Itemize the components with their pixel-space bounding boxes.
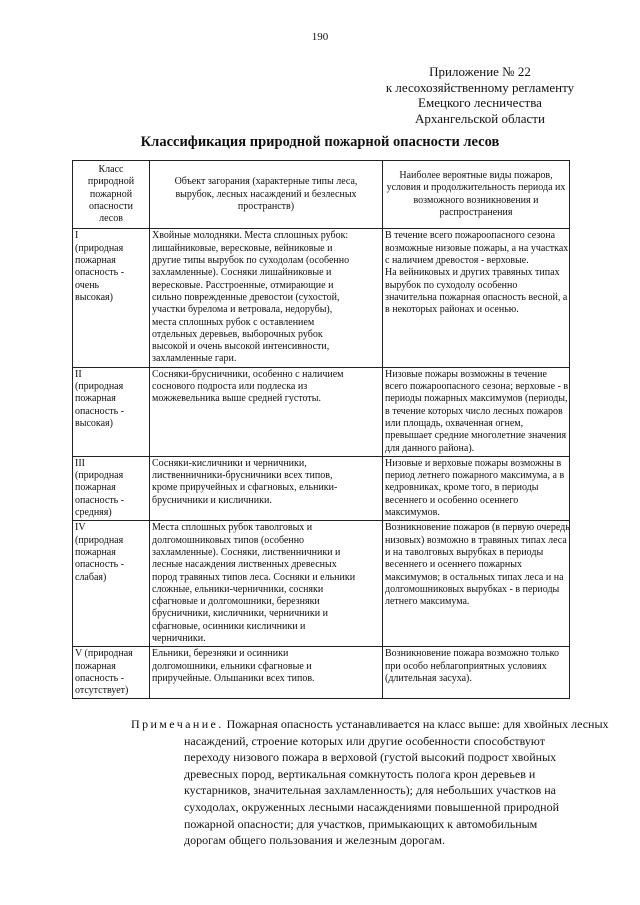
text-line: древесных пород, вертикальная сомкнутость полога крон деревьев и [184,766,536,781]
text-line: приручейные. Ольшаники всех типов. [152,672,315,684]
page-number: 190 [311,31,329,43]
text-line: в течение которых число лесных пожаров [385,405,563,417]
text-line: На вейниковых и других травяных типах [385,267,560,279]
class-cell [73,367,150,456]
text-line: сильно поврежденные древостои (сухостой, [152,291,340,303]
text-line: всего пожароопасного сезона; верховые - в [385,381,569,393]
text-line: IV [75,522,86,534]
text-line: опасность - [75,494,125,506]
text-line: брусничники и кисличники. [152,494,272,506]
text-line: Места сплошных рубок таволговых и [152,522,313,534]
table-row [73,229,570,367]
text-line: захламленные гари. [152,353,237,365]
text-line: возможного возникновения и [413,194,539,206]
footnote [131,716,609,849]
text-line: значительна пожарная опасность весной, а [385,291,568,303]
class-cell [73,521,150,647]
text-line: Класс [98,164,124,175]
text-line: с наличием древостоя - верховые. [385,255,529,267]
text-line: соснового подроста или подлеска из [152,381,308,393]
class-cell [73,647,150,699]
appendix-line: Архангельской области [415,110,545,126]
note-body [131,733,569,849]
text-line: опасность - [75,672,125,684]
text-line: опасность - [75,267,125,279]
text-line: сфагновые, осинники кисличники и [152,620,306,632]
text-line: периоды пожарных максимумов (периоды, [385,393,568,405]
text-line: при особо неблагоприятных условиях [385,660,547,672]
text-line: сложные, ельники-черничники, сосняки [152,583,324,595]
text-line: пожарной опасности; для участков, примыкающих к автомобильным [184,816,538,831]
text-line: участки бурелома и ветровала, недорубы), [152,304,333,316]
object-cell [150,367,383,456]
text-line: Наиболее вероятные виды пожаров, [399,170,553,182]
text-line: природной [87,176,135,188]
text-line: весеннего и осеннего пожарных [385,559,522,571]
text-line: высокая) [75,417,113,429]
text-line: весеннего и особенно осеннего [385,494,519,506]
text-line: пожарная [75,546,116,558]
text-line: кедровниках, кроме того, в периоды [385,482,539,494]
text-line: переходу низового пожара в верховой (густой высокий подрост хвойных [184,750,557,765]
fires-cell [383,521,570,647]
text-line: кроме приручейных и сфагновых, ельники- [152,482,338,494]
appendix-line: Емецкого лесничества [418,95,542,110]
text-line: лиственничники-брусничники всех типов, [152,470,333,482]
object-cell [150,647,383,699]
table-row [73,521,570,647]
appendix-line: к лесохозяйственному регламенту [385,79,575,95]
text-line: лесные насаждения лиственных древесных [152,559,337,571]
table-row [73,456,570,520]
fires-cell [383,456,570,520]
document-title: Классификация природной пожарной опасности лесов [140,134,500,150]
text-line: пожарная [75,393,116,405]
text-line: долгомошники, ельники сфагновые и [152,660,312,672]
text-line: опасность - [75,405,125,417]
text-line: в некоторых районах и осенью. [385,304,519,316]
object-cell [150,456,383,520]
text-line: летнего максимума. [385,596,470,608]
text-line: долгомошниковых вырубках - в периоды [385,583,560,595]
text-line: насаждений, строение которых или другие особенности способствуют [184,733,545,748]
text-line: пространств) [237,200,295,212]
text-line: и на таволговых вырубках в периоды [385,546,544,558]
text-line: максимумов. [385,507,440,519]
text-line: В течение всего пожароопасного сезона [385,230,556,242]
header-object [150,161,383,229]
text-line: V (природная [75,648,133,660]
text-line: высокая) [75,291,113,303]
text-line: средняя) [75,507,112,519]
text-line: низовых) возможно в травяных типах леса [385,534,567,546]
text-line: пожарная [75,482,116,494]
text-line: (природная [75,470,124,482]
fire-danger-table [72,160,570,699]
text-line: пород травяных типов леса. Сосняки и ельники [152,571,356,583]
text-line: Возникновение пожаров (в первую очередь [385,522,570,534]
table-row [73,367,570,456]
text-line: III [75,457,85,469]
text-line: захламленные). Сосняки, лиственничники и [152,546,341,558]
text-line: слабая) [75,571,107,583]
text-line: Объект загорания (характерные типы леса, [174,176,358,188]
text-line: максимумов; в остальных типах леса и на [385,571,564,583]
text-line: отдельных деревьев, выборочных рубок [152,328,323,340]
note-first-line: Пожарная опасность устанавливается на класс выше: для хвойных лесных [226,717,609,731]
text-line: лесов [99,213,123,225]
text-line: опасности [89,200,133,212]
text-line: пожарная [75,660,116,672]
text-line: высокой и очень высокой интенсивности, [152,341,330,353]
object-cell [150,521,383,647]
text-line: другие типы вырубок по суходолам (особенно [152,255,350,267]
text-line: Возникновение пожара возможно только [385,648,559,660]
text-line: лишайниковые, вересковые, вейниковые и [152,242,333,254]
text-line: отсутствует) [75,685,129,697]
text-line: Низовые и верховые пожары возможны в [385,457,562,469]
class-cell [73,456,150,520]
text-line: опасность - [75,559,125,571]
text-line: распространения [439,207,513,219]
text-line: Сосняки-кисличники и черничники, [152,457,307,469]
header-class [73,161,150,229]
object-cell [150,229,383,367]
text-line: вырубок по суходолу особенно [385,279,518,291]
note-label: Примечание. [131,717,224,731]
text-line: вырубок, лесных насаждений и безлесных [175,188,357,200]
text-line: (длительная засуха). [385,672,472,684]
text-line: захламленные). Сосняки лишайниковые и [152,267,332,279]
text-line: возможные низовые пожары, а на участках [385,242,569,254]
table-header-row [73,161,570,229]
text-line: период летнего пожарного максимума, а в [385,470,565,482]
text-line: пожарной [89,188,133,200]
header-fires [383,161,570,229]
fires-cell [383,229,570,367]
text-line: Сосняки-брусничники, особенно с наличием [152,368,344,380]
table-row [73,647,570,699]
text-line: (природная [75,381,124,393]
text-line: дорогам общего пользования и железным дорогам. [184,833,445,848]
text-line: вересковые. Расстроенные, отмирающие и [152,279,334,291]
text-line: можжевельника выше средней густоты. [152,393,321,405]
text-line: превышает средние многолетние значения [385,430,567,442]
text-line: долгомошниковых типов (особенно [152,534,305,546]
text-line: (природная [75,242,124,254]
text-line: I [75,230,79,242]
text-line: Низовые пожары возможны в течение [385,368,547,380]
text-line: сфагновые и долгомошники, березняки [152,596,320,608]
text-line: (природная [75,534,124,546]
text-line: черничники. [152,632,206,644]
text-line: брусничники, кисличники, черничники и [152,608,328,620]
text-line: пожарная [75,255,116,267]
fires-cell [383,647,570,699]
text-line: или площадь, охваченная огнем, [385,417,524,429]
text-line: условия и продолжительность периода их [386,182,566,194]
text-line: Хвойные молодняки. Места сплошных рубок: [152,230,349,242]
text-line: очень [75,279,100,291]
appendix-header [330,64,630,126]
class-cell [73,229,150,367]
appendix-line: Приложение № 22 [429,64,531,79]
text-line: II [75,368,82,380]
text-line: Ельники, березняки и осинники [152,648,289,660]
text-line: суходолах, окруженных лесными насаждениями повышенной природной [184,799,560,814]
text-line: для данного района). [385,442,475,454]
text-line: кустарников, значительная захламленность); для небольших участков на [184,783,556,798]
text-line: места сплошных рубок с оставлением [152,316,315,328]
fires-cell [383,367,570,456]
